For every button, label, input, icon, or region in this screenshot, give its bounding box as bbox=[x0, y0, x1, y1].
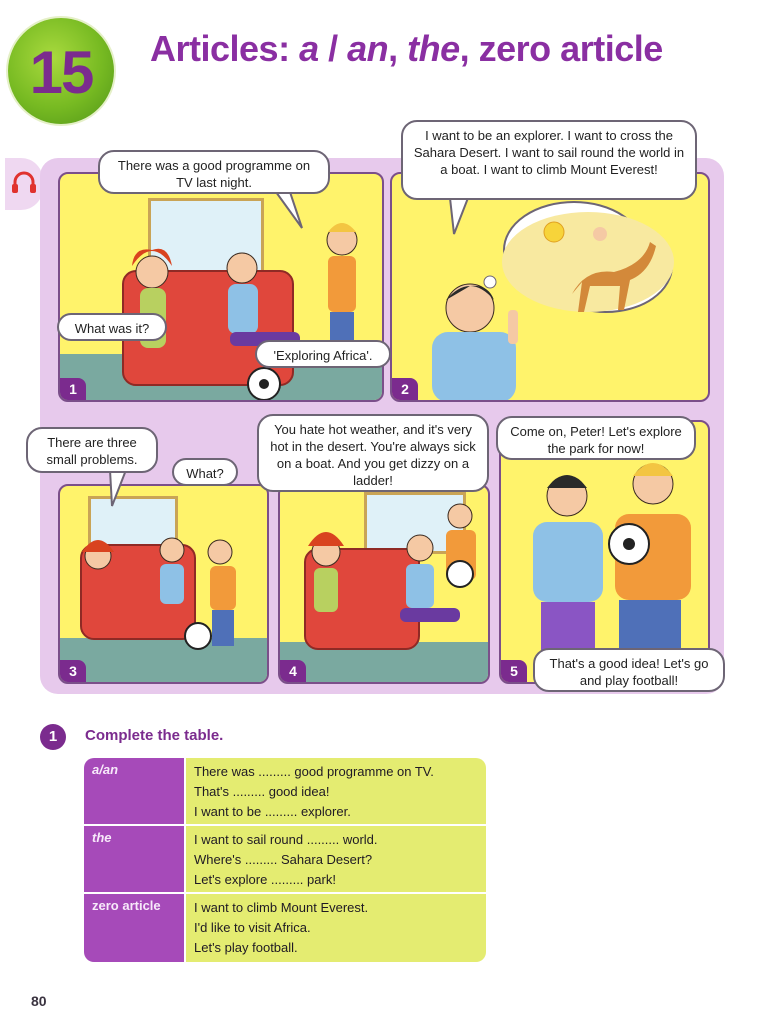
bubble-tail bbox=[272, 190, 312, 230]
boys-football-illustration bbox=[501, 422, 708, 682]
example-line: I want to be ......... explorer. bbox=[194, 804, 351, 819]
table-row bbox=[84, 894, 486, 962]
speech-bubble: 'Exploring Africa'. bbox=[255, 340, 391, 368]
panel-number: 4 bbox=[280, 660, 306, 682]
audio-tab[interactable] bbox=[5, 158, 43, 210]
unit-badge bbox=[8, 18, 114, 124]
row-examples bbox=[186, 758, 486, 824]
family-illustration bbox=[60, 486, 267, 682]
title-comma: , bbox=[388, 28, 408, 69]
row-label: the bbox=[84, 826, 184, 892]
row-examples bbox=[186, 894, 486, 962]
speech-bubble: That's a good idea! Let's go and play football! bbox=[533, 648, 725, 692]
title-rest: , zero article bbox=[459, 28, 663, 69]
title-text: Articles: bbox=[150, 28, 300, 69]
page-title bbox=[150, 28, 663, 70]
speech-bubble: You hate hot weather, and it's very hot in the desert. You're always sick on a boat. And you get dizzy on a ladder! bbox=[257, 414, 489, 492]
row-label: a/an bbox=[84, 758, 184, 824]
speech-bubble: There was a good programme on TV last night. bbox=[98, 150, 330, 194]
grammar-table bbox=[84, 758, 486, 962]
page-number: 80 bbox=[31, 993, 47, 1009]
title-an: an bbox=[347, 28, 389, 69]
speech-bubble: What was it? bbox=[57, 313, 167, 341]
speech-bubble: Come on, Peter! Let's explore the park for now! bbox=[496, 416, 696, 460]
exercise-number: 1 bbox=[40, 724, 66, 750]
comic-panel-3 bbox=[58, 484, 269, 684]
table-row bbox=[84, 826, 486, 892]
title-a: a bbox=[299, 28, 319, 69]
exercise-instruction: Complete the table. bbox=[85, 727, 224, 744]
example-line: There was ......... good programme on TV. bbox=[194, 764, 434, 779]
speech-bubble: What? bbox=[172, 458, 238, 486]
example-line: Where's ......... Sahara Desert? bbox=[194, 852, 373, 867]
title-slash: / bbox=[318, 28, 348, 69]
unit-number: 15 bbox=[29, 39, 93, 106]
example-line: Let's play football. bbox=[194, 940, 298, 955]
bubble-tail bbox=[106, 468, 136, 508]
comic-panel-2 bbox=[390, 172, 710, 402]
panel-number: 5 bbox=[501, 660, 527, 682]
title-the: the bbox=[407, 28, 460, 69]
example-line: That's ......... good idea! bbox=[194, 784, 330, 799]
example-line: I want to climb Mount Everest. bbox=[194, 900, 369, 915]
panel-number: 3 bbox=[60, 660, 86, 682]
row-label: zero article bbox=[84, 894, 184, 962]
example-line: Let's explore ......... park! bbox=[194, 872, 336, 887]
speech-bubble: There are three small problems. bbox=[26, 427, 158, 473]
speech-bubble: I want to be an explorer. I want to cross the Sahara Desert. I want to sail round the world in a boat. I want to climb Mount Everest! bbox=[401, 120, 697, 200]
headphones-icon[interactable] bbox=[9, 168, 39, 198]
panel-number: 1 bbox=[60, 378, 86, 400]
row-examples bbox=[186, 826, 486, 892]
table-row bbox=[84, 758, 486, 824]
example-line: I want to sail round ......... world. bbox=[194, 832, 378, 847]
bubble-tail bbox=[446, 196, 476, 236]
panel-number: 2 bbox=[392, 378, 418, 400]
example-line: I'd like to visit Africa. bbox=[194, 920, 311, 935]
family-illustration bbox=[280, 486, 488, 682]
dream-illustration bbox=[392, 174, 708, 400]
comic-panel-4 bbox=[278, 484, 490, 684]
